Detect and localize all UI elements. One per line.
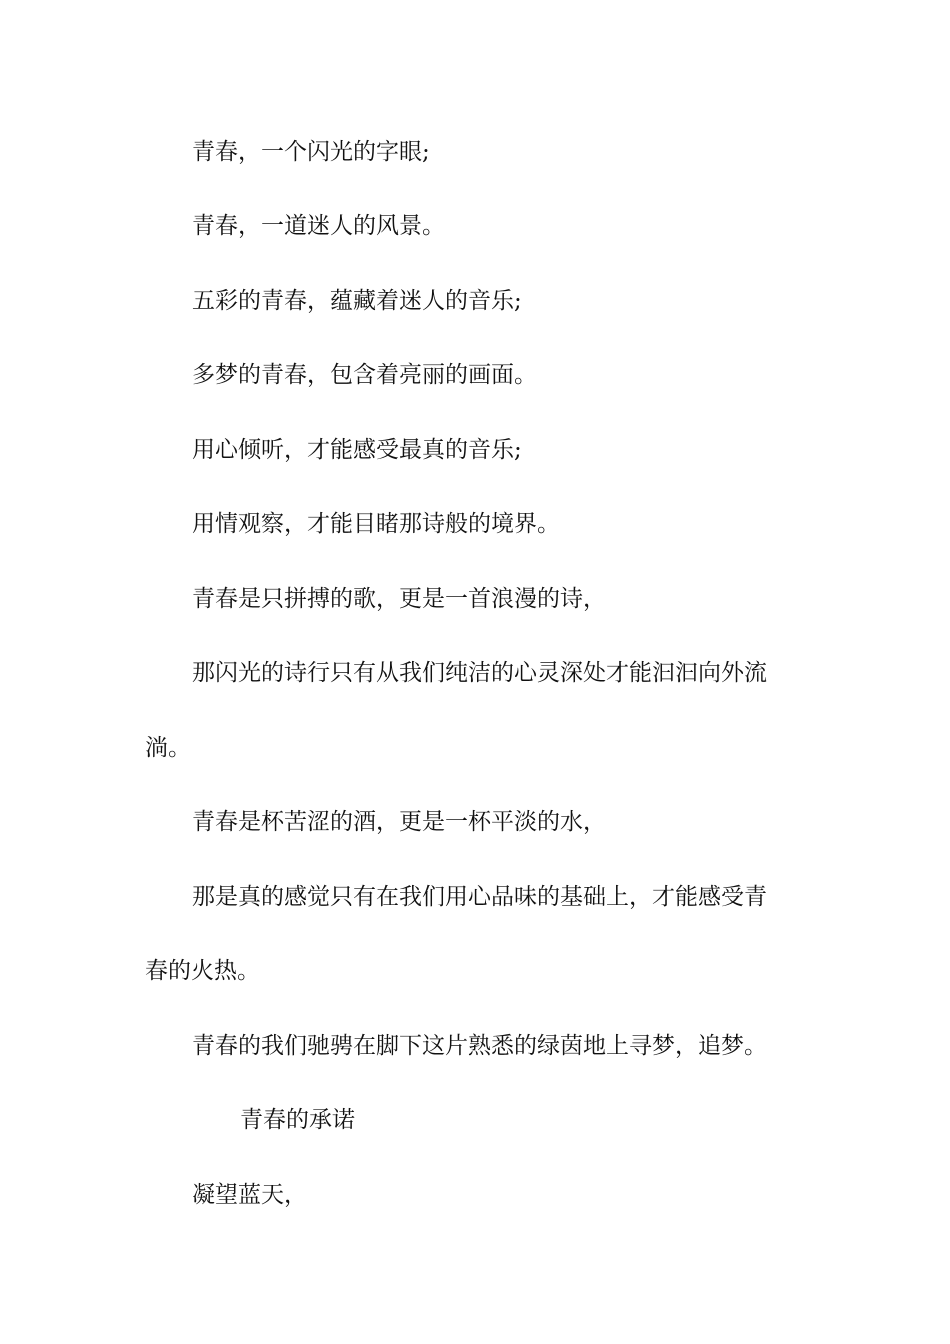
paragraph-line: 青春是杯苦涩的酒，更是一杯平淡的水，	[192, 809, 606, 835]
section-title: 青春的承诺	[240, 1107, 355, 1133]
paragraph-line: 多梦的青春，包含着亮丽的画面。	[192, 362, 537, 388]
paragraph-line: 用心倾听，才能感受最真的音乐;	[192, 437, 522, 463]
paragraph-line: 凝望蓝天，	[192, 1182, 307, 1208]
paragraph-line-continuation: 淌。	[145, 735, 191, 761]
paragraph-line: 青春，一个闪光的字眼;	[192, 139, 430, 165]
paragraph-line: 青春的我们驰骋在脚下这片熟悉的绿茵地上寻梦，追梦。	[192, 1033, 767, 1059]
paragraph-line: 五彩的青春，蕴藏着迷人的音乐;	[192, 288, 522, 314]
paragraph-line-continuation: 春的火热。	[145, 958, 260, 984]
paragraph-line: 青春是只拼搏的歌，更是一首浪漫的诗，	[192, 586, 606, 612]
paragraph-line: 那闪光的诗行只有从我们纯洁的心灵深处才能汩汩向外流	[192, 660, 767, 686]
paragraph-line: 青春，一道迷人的风景。	[192, 213, 445, 239]
paragraph-line: 用情观察，才能目睹那诗般的境界。	[192, 511, 560, 537]
paragraph-line: 那是真的感觉只有在我们用心品味的基础上，才能感受青	[192, 884, 767, 910]
